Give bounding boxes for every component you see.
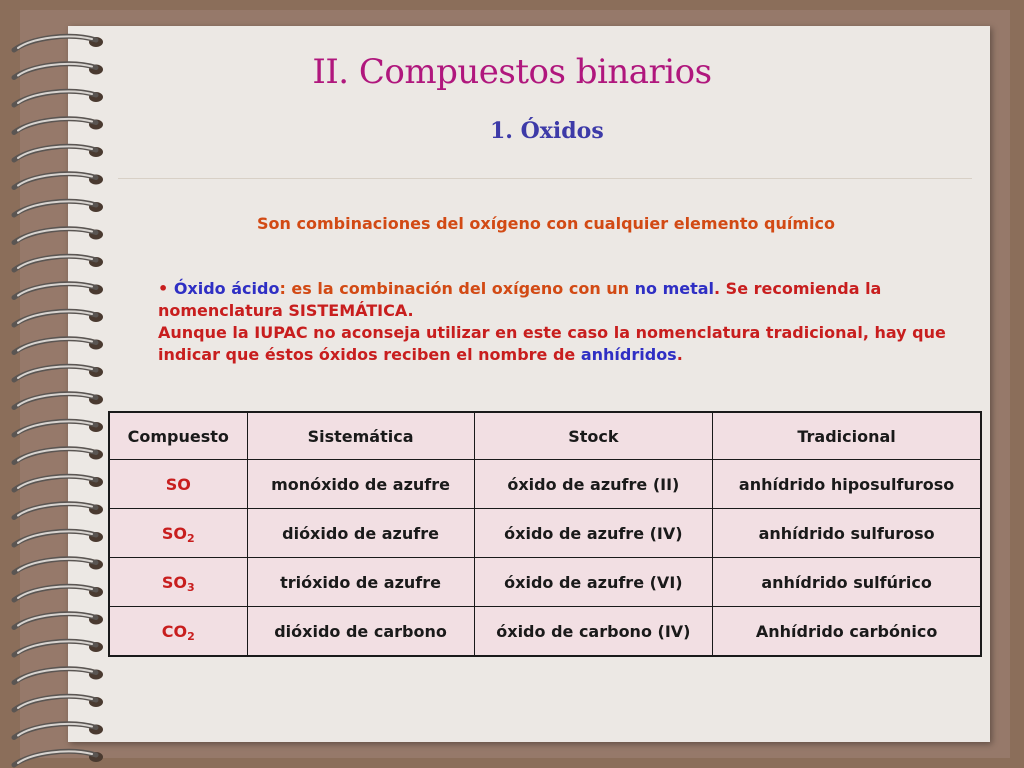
term-oxido-acido: Óxido ácido xyxy=(173,279,280,298)
tradicional-cell: Anhídrido carbónico xyxy=(713,607,981,657)
oxides-table xyxy=(108,411,982,657)
formula-base: SO xyxy=(161,572,187,592)
stock-cell: óxido de azufre (VI) xyxy=(474,558,713,607)
formula-cell xyxy=(109,509,247,558)
table-row xyxy=(109,607,981,657)
formula-cell xyxy=(109,460,247,509)
bullet: • xyxy=(158,279,169,298)
tradicional-cell: anhídrido sulfuroso xyxy=(713,509,981,558)
paragraph-part1: es la combinación del oxígeno con un xyxy=(285,279,635,298)
slide-title: II. Compuestos binarios xyxy=(312,52,712,92)
header-compuesto: Compuesto xyxy=(109,412,247,460)
stock-cell: óxido de carbono (IV) xyxy=(474,607,713,657)
formula-base: SO xyxy=(165,474,191,494)
formula-cell xyxy=(109,558,247,607)
header-stock: Stock xyxy=(474,412,713,460)
formula-sub: 3 xyxy=(187,580,195,594)
definition-text: Son combinaciones del oxígeno con cualquier elemento químico xyxy=(257,214,835,233)
spiral-binding-icon xyxy=(0,0,120,768)
highlight-anhidridos: anhídridos xyxy=(580,345,677,364)
paragraph-end: . xyxy=(676,345,683,364)
paragraph-part2: . Se recomienda la nomenclatura SISTEMÁTICA. xyxy=(158,279,882,320)
header-tradicional: Tradicional xyxy=(713,412,981,460)
term-colon: : xyxy=(279,279,286,298)
sistematica-cell: dióxido de carbono xyxy=(247,607,474,657)
stock-cell: óxido de azufre (II) xyxy=(474,460,713,509)
table-row xyxy=(109,509,981,558)
divider xyxy=(118,178,972,179)
formula-cell xyxy=(109,607,247,657)
tradicional-cell: anhídrido sulfúrico xyxy=(713,558,981,607)
slide-subtitle: 1. Óxidos xyxy=(490,118,604,144)
acid-oxide-paragraph xyxy=(158,278,968,366)
table-row xyxy=(109,460,981,509)
formula-sub: 2 xyxy=(187,531,195,545)
formula-base: SO xyxy=(161,523,187,543)
tradicional-cell: anhídrido hiposulfuroso xyxy=(713,460,981,509)
formula-sub: 2 xyxy=(187,629,195,643)
stock-cell: óxido de azufre (IV) xyxy=(474,509,713,558)
header-sistematica: Sistemática xyxy=(247,412,474,460)
sistematica-cell: dióxido de azufre xyxy=(247,509,474,558)
sistematica-cell: trióxido de azufre xyxy=(247,558,474,607)
formula-base: CO xyxy=(161,621,188,641)
table-header-row xyxy=(109,412,981,460)
table-row xyxy=(109,558,981,607)
highlight-no-metal: no metal xyxy=(634,279,715,298)
sistematica-cell: monóxido de azufre xyxy=(247,460,474,509)
paragraph-line3: Aunque la IUPAC no aconseja utilizar en este caso la nomenclatura tradicional, hay que indicar que éstos óxidos reciben el nombre de xyxy=(158,323,946,364)
